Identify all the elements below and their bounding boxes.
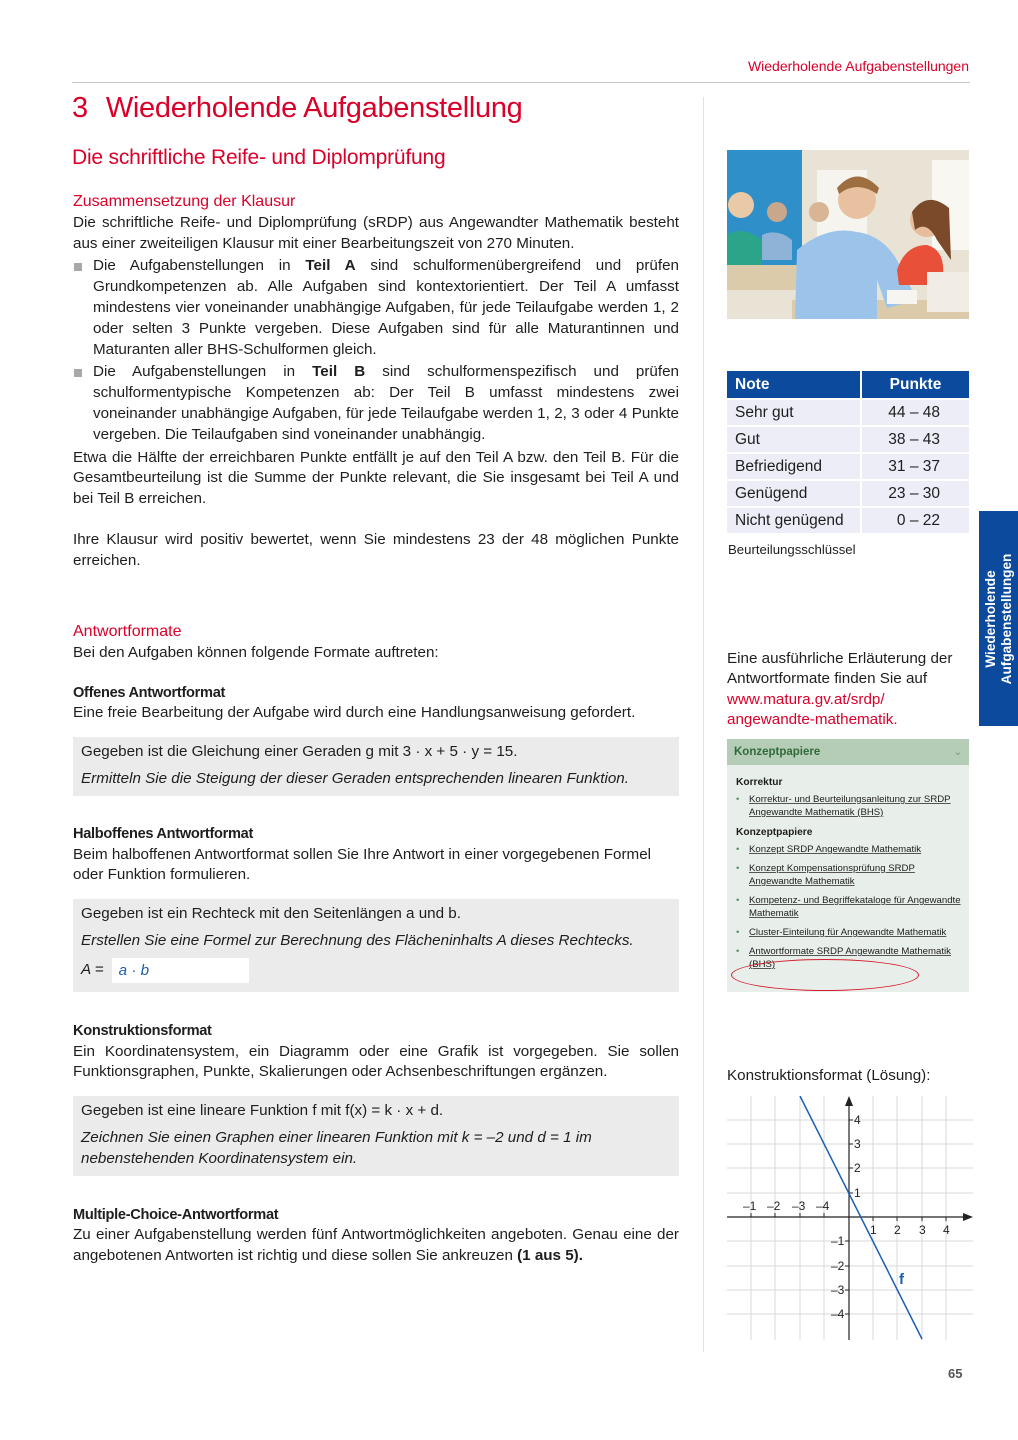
x-tick-label: –1 [743,1199,757,1213]
halboffen-desc: Beim halboffenen Antwortformat sollen Sie Ihre Antwort in einer vorgegebenen Formel oder Funktion formulieren. [73,845,652,884]
side-tab-line-1: Wiederholende [982,569,998,668]
side-note-text: Eine ausführliche Erläuterung der Antwortformate finden Sie auf [727,650,953,688]
grades-table [727,371,969,533]
teil-b-item: Die Aufgabenstellungen in Teil B sind schulformenspezifisch und prüfen schulformentypische Kompetenzen ab: Der Teil B umfasst mindestens zwei voneinander unabhängige Aufgaben, für jede Teilaufgabe werden 1, 2, 3 oder 4 Punkte vergeben. Die Teilaufgaben sind voneinander unabhängig. [73,362,679,445]
web-link-item[interactable]: • Cluster-Einteilung für Angewandte Mathematik [736,927,947,938]
konstruktion-given: Gegeben ist eine lineare Funktion f mit f(x) = k · x + d. [81,1102,444,1120]
chapter-title [72,92,523,125]
offen-title: Offenes Antwortformat [73,684,226,701]
antwortformate-heading: Antwortformate [73,623,182,640]
web-link-item[interactable]: • Konzept SRDP Angewandte Mathematik [736,844,922,855]
web-section-title: Konzeptpapiere [736,827,813,838]
page-number: 65 [948,1366,963,1381]
table-row: Sehr gut 44 – 48 [727,398,969,425]
teil-a-item: Die Aufgabenstellungen in Teil A sind schulformenübergreifend und prüfen Grundkompetenzen ab. Alle Aufgaben sind kontextorientiert. Der Teil A umfasst mindestens vier voneinander unabhängige Aufgaben, für jede Teilaufgabe werden 1, 2 oder selten 3 Punkte vergeben. Diese Aufgaben sind für alle Maturantinnen und Maturanten aller BHS-Schulformen gleich. [73,256,679,360]
column-header-note: Note [727,371,860,398]
x-tick-label: 2 [894,1223,901,1237]
table-row: Gut 38 – 43 [727,425,969,452]
matura-link[interactable]: www.matura.gv.at/srdp/ angewandte-mathematik. [727,690,898,728]
konstruktion-instruction: Zeichnen Sie einen Graphen einer linearen Funktion mit k = –2 und d = 1 im nebenstehenden Koordinatensystem ein. [81,1128,592,1167]
chapter-side-tab[interactable] [979,511,1018,726]
header-divider [72,82,970,83]
website-screenshot [727,739,969,992]
side-note [727,649,977,730]
table-row: Nicht genügend 0 – 22 [727,506,969,533]
x-tick-label: 4 [943,1223,950,1237]
web-link-item[interactable]: • Korrektur- und Beurteilungsanleitung zur SRDP Angewandte Mathematik (BHS) [736,794,951,818]
offen-given: Gegeben ist die Gleichung einer Geraden g mit 3 · x + 5 · y = 15. [81,743,518,761]
mc-block [73,1205,679,1267]
offen-block [73,683,679,796]
bullet-icon: • [736,794,740,805]
x-tick-label: –4 [816,1199,830,1213]
table-caption: Beurteilungsschlüssel [728,542,856,557]
table-row: Befriedigend 31 – 37 [727,452,969,479]
x-tick-label: –3 [792,1199,806,1213]
function-label: f [899,1271,904,1288]
klausur-intro: Die schriftliche Reife- und Diplomprüfung (sRDP) aus Angewandter Mathematik besteht aus einer zweiteiligen Klausur mit einer Bearbeitungszeit von 270 Minuten. [73,213,679,252]
column-divider [703,97,704,1352]
bullet-icon: • [736,946,740,957]
konstruktion-task-box [73,1096,679,1175]
answer-field[interactable]: a · b [112,958,249,983]
bullet-icon: • [736,844,740,855]
halboffen-title: Halboffenes Antwortformat [73,825,254,842]
side-tab-line-2: Aufgabenstellungen [998,553,1014,684]
antwortformate-section [73,622,679,1267]
offen-desc: Eine freie Bearbeitung der Aufgabe wird durch eine Handlungsanweisung gefordert. [73,704,636,722]
klausur-summary: Etwa die Hälfte der erreichbaren Punkte entfällt je auf den Teil A bzw. den Teil B. Für die Gesamtbeurteilung ist die Summe der Punkte relevant, die Sie insgesamt bei Teil A und bei Teil B erreichen. [73,448,679,508]
bullet-square-icon [74,263,82,271]
offen-instruction: Ermitteln Sie die Steigung der dieser Geraden entsprechenden linearen Funktion. [81,769,629,787]
chevron-down-icon: ⌄ [953,746,962,758]
antwortformate-intro: Bei den Aufgaben können folgende Formate auftreten: [73,643,439,661]
section-title: Die schriftliche Reife- und Diplomprüfung [72,146,446,169]
y-tick-label: –4 [831,1307,845,1321]
highlight-ellipse [731,959,919,991]
y-tick-label: 1 [854,1186,861,1200]
halboffen-instruction: Erstellen Sie eine Formel zur Berechnung des Flächeninhalts A dieses Rechtecks. [81,931,634,949]
x-tick-label: 3 [919,1223,926,1237]
halboffen-given: Gegeben ist ein Rechteck mit den Seitenlängen a und b. [81,905,461,923]
mc-title: Multiple-Choice-Antwortformat [73,1206,279,1223]
bullet-icon: • [736,863,740,874]
klausur-section [73,192,679,572]
running-head: Wiederholende Aufgabenstellungen [747,58,969,74]
y-tick-label: –3 [831,1283,845,1297]
bullet-square-icon [74,369,82,377]
plot-title: Konstruktionsformat (Lösung): [727,1067,931,1084]
answer-label: A = [81,960,104,978]
web-section-title: Korrektur [736,777,783,788]
konstruktion-block [73,1021,679,1176]
column-header-punkte: Punkte [860,371,969,398]
mc-desc: Zu einer Aufgabenstellung werden fünf Antwortmöglichkeiten angeboten. Genau eine der angebotenen Antworten ist richtig und diese sollen Sie ankreuzen (1 aus 5). [73,1226,679,1265]
konstruktion-title: Konstruktionsformat [73,1022,212,1039]
web-link-item[interactable]: • Konzept Kompensationsprüfung SRDP Angewandte Mathematik [736,863,915,887]
halboffen-task-box [73,899,679,992]
table-row: Genügend 23 – 30 [727,479,969,506]
coordinate-plot [727,1096,973,1340]
y-tick-label: 3 [854,1137,861,1151]
teil-list [73,256,679,445]
y-tick-label: 2 [854,1161,861,1175]
chapter-number: 3 [72,92,88,124]
accordion-body [727,765,969,971]
classroom-photo [727,150,969,319]
chapter-title-text: Wiederholende Aufgabenstellung [105,92,523,124]
offen-task-box [73,737,679,796]
x-tick-label: –2 [767,1199,781,1213]
y-tick-label: –1 [831,1234,845,1248]
bullet-icon: • [736,895,740,906]
klausur-heading: Zusammensetzung der Klausur [73,193,296,210]
bullet-icon: • [736,927,740,938]
grades-header-row [727,371,969,398]
accordion-header[interactable]: Konzeptpapiere ⌄ [727,739,969,765]
web-link-item-highlighted[interactable]: • Antwortformate SRDP Angewandte Mathematik (BHS) [736,946,951,970]
pass-note: Ihre Klausur wird positiv bewertet, wenn Sie mindestens 23 der 48 möglichen Punkte erreichen. [73,530,679,569]
y-tick-label: –2 [831,1259,845,1273]
konstruktion-desc: Ein Koordinatensystem, ein Diagramm oder eine Grafik ist vorgegeben. Sie sollen Funktionsgraphen, Punkte, Skalierungen oder Achsenbeschriftungen ergänzen. [73,1042,679,1081]
y-tick-label: 4 [854,1113,861,1127]
halboffen-block [73,824,679,992]
web-link-item[interactable]: • Kompetenz- und Begriffekataloge für Angewandte Mathematik [736,895,961,919]
answer-row [81,958,669,983]
x-tick-label: 1 [870,1223,877,1237]
